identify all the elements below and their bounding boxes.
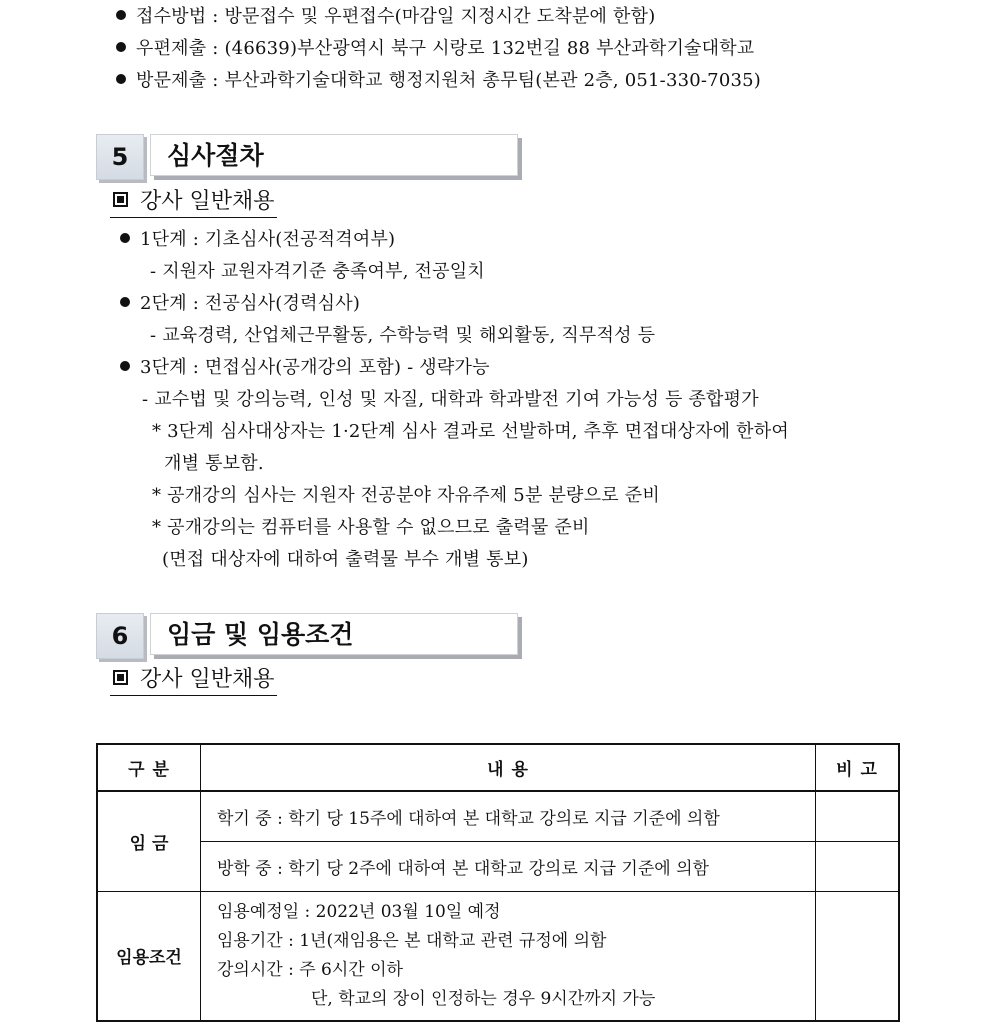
step-1-text: 1단계 : 기초심사(전공적격여부) (140, 229, 396, 250)
header-content: 내 용 (201, 744, 816, 791)
bullet-dot (120, 233, 130, 243)
step-2-text: 2단계 : 전공심사(경력심사) (140, 293, 361, 314)
intro-bullet-receipt (116, 5, 655, 29)
step-3 (120, 356, 490, 380)
section-6-title: 임금 및 임용조건 (150, 613, 518, 655)
intro-bullet-visit (116, 69, 761, 93)
header-remarks: 비 고 (816, 744, 900, 791)
terms-period: 임용기간 : 1년(재임용은 본 대학교 관련 규정에 의함 (217, 930, 607, 951)
intro-bullet-text: 접수방법 : 방문접수 및 우편접수(마감일 지정시간 도착분에 한함) (136, 6, 656, 27)
note-line: (면접 대상자에 대하여 출력물 부수 개별 통보) (162, 549, 529, 570)
subheading-text: 강사 일반채용 (140, 189, 275, 214)
bullet-dot (116, 74, 126, 84)
bullet-dot (120, 297, 130, 307)
bullet-dot (116, 42, 126, 52)
wage-semester: 학기 중 : 학기 당 15주에 대하여 본 대학교 강의로 지급 기준에 의함 (201, 791, 816, 841)
table-row (97, 841, 899, 891)
note-line: * 공개강의는 컴퓨터를 사용할 수 없으므로 출력물 준비 (152, 517, 590, 538)
square-marker-icon (113, 670, 128, 685)
remarks-cell (816, 841, 900, 891)
wage-label: 임 금 (97, 791, 201, 891)
intro-bullet-text: 방문제출 : 부산과학기술대학교 행정지원처 총무팀(본관 2층, 051-330-7035) (136, 70, 762, 91)
table-header-row (97, 744, 899, 791)
subheading-text: 강사 일반채용 (140, 667, 275, 692)
terms-hours: 강의시간 : 주 6시간 이하 (217, 959, 403, 980)
note-line: * 3단계 심사대상자는 1·2단계 심사 결과로 선발하며, 추후 면접대상자에 한하여 (152, 421, 789, 442)
step-2-detail: - 교육경력, 산업체근무활동, 수학능력 및 해외활동, 직무적성 등 (150, 325, 656, 346)
terms-start-date: 임용예정일 : 2022년 03월 10일 예정 (217, 901, 501, 922)
remarks-cell (816, 891, 900, 1021)
wage-terms-table (96, 743, 900, 1022)
intro-bullet-mail (116, 37, 754, 61)
wage-vacation: 방학 중 : 학기 당 2주에 대하여 본 대학교 강의로 지급 기준에 의함 (201, 841, 816, 891)
note-line: * 공개강의 심사는 지원자 전공분야 자유주제 5분 분량으로 준비 (152, 485, 660, 506)
remarks-cell (816, 791, 900, 841)
square-marker-icon (113, 192, 128, 207)
terms-label: 임용조건 (97, 891, 201, 1021)
step-2 (120, 292, 360, 316)
section-5-title: 심사절차 (150, 134, 518, 176)
step-3-detail: - 교수법 및 강의능력, 인성 및 자질, 대학과 학과발전 기여 가능성 등 종합평가 (142, 389, 759, 410)
step-1 (120, 228, 395, 252)
table-row (97, 791, 899, 841)
section-6-subheading (110, 665, 277, 696)
step-1-detail: - 지원자 교원자격기준 충족여부, 전공일치 (150, 261, 485, 282)
section-5-subheading (110, 187, 277, 218)
step-3-text: 3단계 : 면접심사(공개강의 포함) - 생략가능 (140, 357, 490, 378)
intro-bullet-text: 우편제출 : (46639)부산광역시 북구 시랑로 132번길 88 부산과학기술대학교 (136, 38, 755, 59)
terms-hours-exception: 단, 학교의 장이 인정하는 경우 9시간까지 가능 (311, 988, 656, 1009)
table-row (97, 891, 899, 1021)
bullet-dot (116, 10, 126, 20)
section-5-number: 5 (96, 134, 144, 180)
bullet-dot (120, 361, 130, 371)
header-category: 구 분 (97, 744, 201, 791)
terms-content (201, 891, 816, 1021)
section-6-number: 6 (96, 613, 144, 659)
note-line: 개별 통보함. (164, 453, 264, 474)
